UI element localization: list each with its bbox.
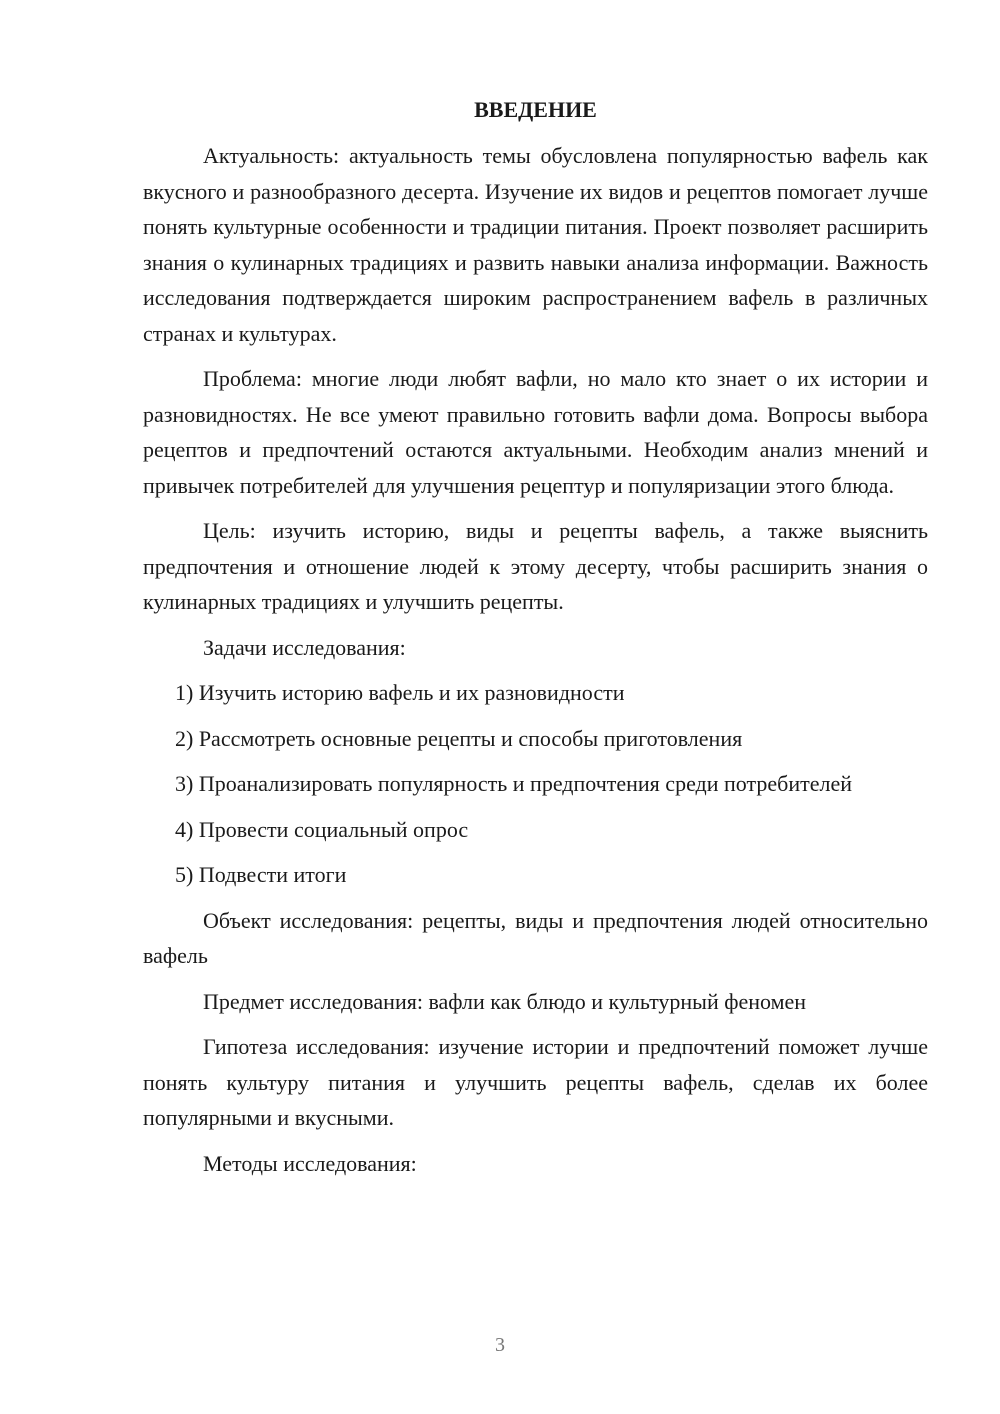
section-heading: ВВЕДЕНИЕ xyxy=(474,97,597,122)
object-paragraph: Объект исследования: рецепты, виды и предпочтения людей относительно вафель xyxy=(143,907,928,968)
task-item: 3) Проанализировать популярность и предпочтения среди потребителей xyxy=(175,771,853,796)
task-item: 5) Подвести итоги xyxy=(175,862,347,887)
actuality-paragraph: Актуальность: актуальность темы обусловлена популярностью вафель как вкусного и разнообразного десерта. Изучение их видов и рецептов помогает лучше понять культурные особенности и традиции питания. Проект позволяет расширить знания о кулинарных традициях и развить навыки анализа информации. Важность исследования подтверждается широким распространением вафель в различных странах и культурах. xyxy=(143,143,928,346)
subject-paragraph: Предмет исследования: вафли как блюдо и культурный феномен xyxy=(203,988,807,1014)
goal-paragraph: Цель: изучить историю, виды и рецепты вафель, а также выяснить предпочтения и отношение людей к этому десерту, чтобы расширить знания о кулинарных традициях и улучшить рецепты. xyxy=(143,518,928,614)
task-item: 4) Провести социальный опрос xyxy=(175,816,469,842)
page-number: 3 xyxy=(495,1334,505,1356)
hypothesis-paragraph: Гипотеза исследования: изучение истории и предпочтений поможет лучше понять культуру питания и улучшить рецепты вафель, сделав их более популярными и вкусными. xyxy=(143,1034,928,1130)
methods-title: Методы исследования: xyxy=(203,1150,417,1176)
tasks-title: Задачи исследования: xyxy=(203,634,406,660)
problem-paragraph: Проблема: многие люди любят вафли, но мало кто знает о их истории и разновидностях. Не все умеют правильно готовить вафли дома. Вопросы выбора рецептов и предпочтений остаются актуальными. Необходим анализ мнений и привычек потребителей для улучшения рецептур и популяризации этого блюда. xyxy=(143,366,928,498)
task-item: 1) Изучить историю вафель и их разновидности xyxy=(175,680,625,705)
task-item: 2) Рассмотреть основные рецепты и способы приготовления xyxy=(175,725,743,751)
